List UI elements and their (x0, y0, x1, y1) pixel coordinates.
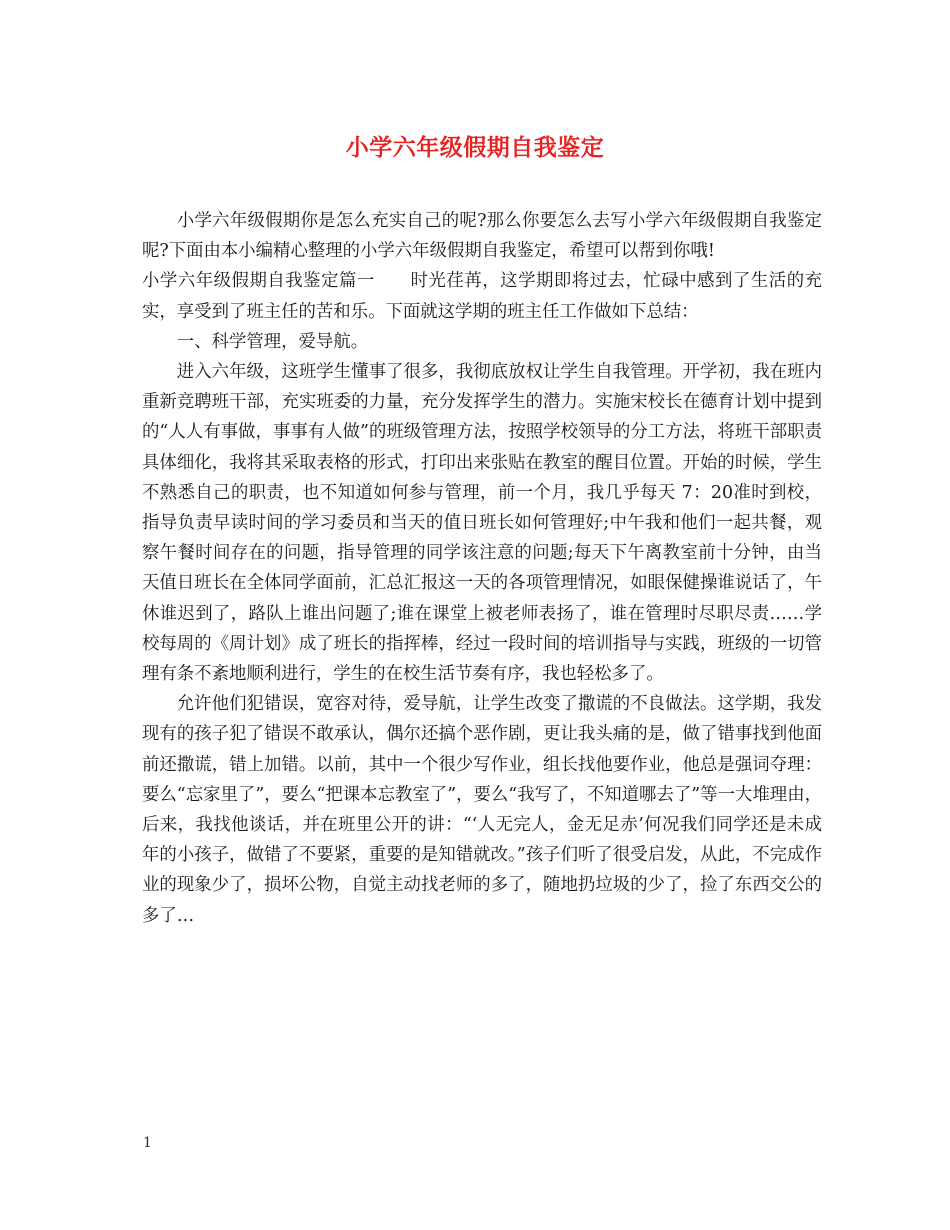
paragraph-management-details: 进入六年级，这班学生懂事了很多，我彻底放权让学生自我管理。开学初，我在班内重新竞聘班干部，充实班委的力量，充分发挥学生的潜力。实施宋校长在德育计划中提到的“人人有事做，事事有人做”的班级管理方法，按照学校领导的分工方法，将班干部职责具体细化，我将其采取表格的形式，打印出来张贴在教室的醒目位置。开始的时候，学生不熟悉自己的职责，也不知道如何参与管理，前一个月，我几乎每天 7：20准时到校，指导负责早读时间的学习委员和当天的值日班长如何管理好;中午我和他们一起共餐，观察午餐时间存在的问题，指导管理的同学该注意的问题;每天下午离教室前十分钟，由当天值日班长在全体同学面前，汇总汇报这一天的各项管理情况，如眼保健操谁说话了，午休谁迟到了，路队上谁出问题了;谁在课堂上被老师表扬了，谁在管理时尽职尽责……学校每周的《周计划》成了班长的指挥棒，经过一段时间的培训指导与实践，班级的一切管理有条不紊地顺利进行，学生的在校生活节奏有序，我也轻松多了。 (142, 362, 822, 685)
paragraph-tolerance: 允许他们犯错误，宽容对待，爱导航，让学生改变了撒谎的不良做法。这学期，我发现有的孩子犯了错误不敢承认，偶尔还搞个恶作剧，更让我头痛的是，做了错事找到他面前还撒谎，错上加错。以前，其中一个很少写作业，组长找他要作业，他总是强词夺理：要么“忘家里了”，要么“把课本忘教室了”，要么“我写了，不知道哪去了”等一大堆理由，后来，我找他谈话，并在班里公开的讲：“‘人无完人，金无足赤’何况我们同学还是未成年的小孩子，做错了不要紧，重要的是知错就改。”孩子们听了很受启发，从此，不完成作业的现象少了，损坏公物，自觉主动找老师的多了，随地扔垃圾的少了，捡了东西交公的多了… (142, 694, 822, 926)
page-number: 1 (143, 1135, 152, 1151)
paragraph-intro: 小学六年级假期你是怎么充实自己的呢?那么你要怎么去写小学六年级假期自我鉴定呢?下面由本小编精心整理的小学六年级假期自我鉴定，希望可以帮到你哦! (142, 211, 822, 262)
document-body (142, 206, 822, 931)
paragraph-section-one-opening: 小学六年级假期自我鉴定篇一 时光荏苒，这学期即将过去，忙碌中感到了生活的充实，享受到了班主任的苦和乐。下面就这学期的班主任工作做如下总结： (142, 271, 822, 322)
page-title: 小学六年级假期自我鉴定 (345, 134, 605, 161)
paragraph-heading-management: 一、科学管理，爱导航。 (176, 331, 369, 352)
